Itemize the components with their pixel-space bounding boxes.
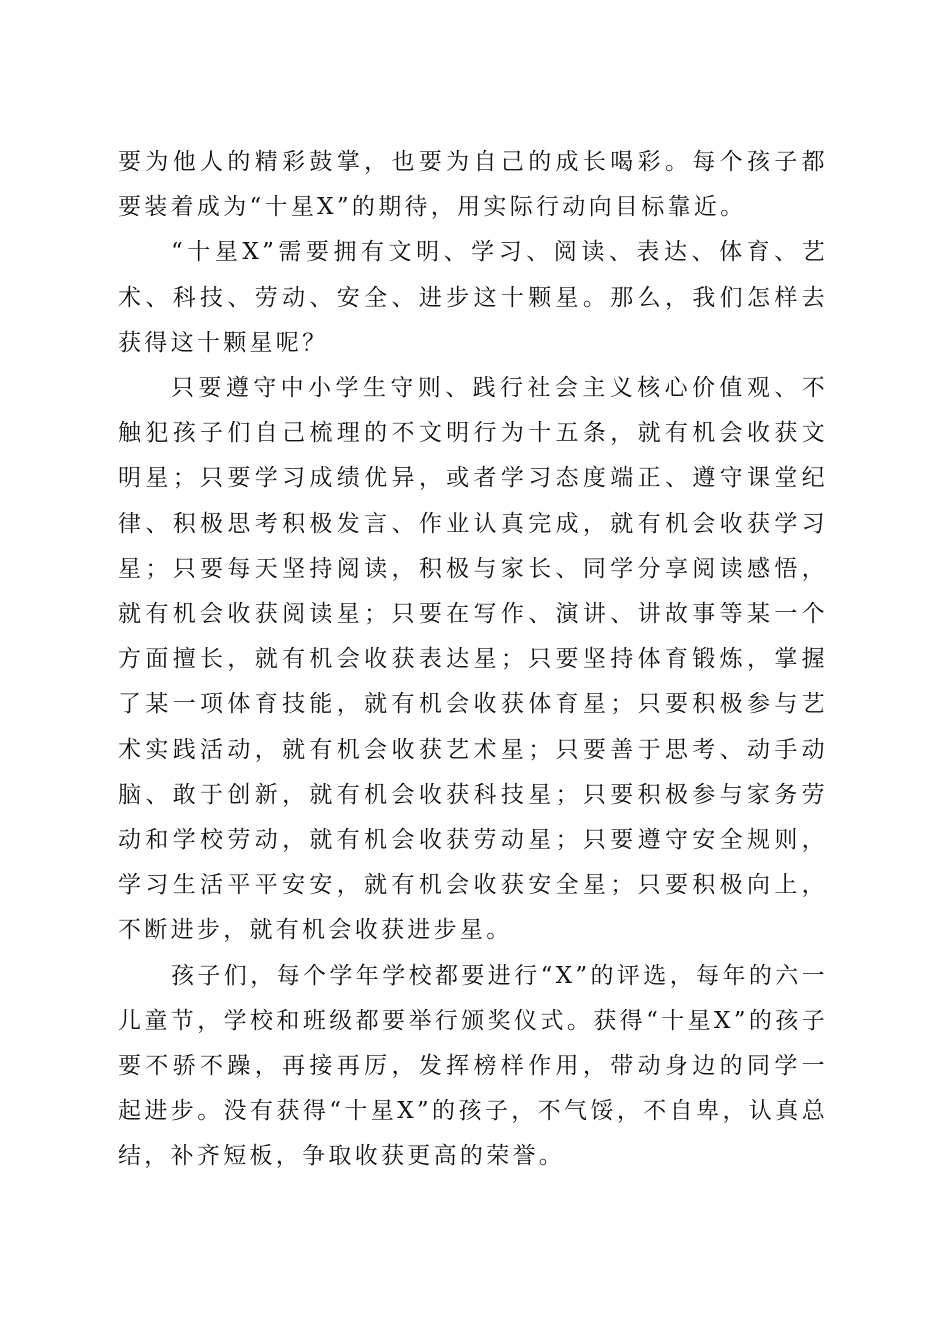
paragraph-intro: 要为他人的精彩鼓掌，也要为自己的成长喝彩。每个孩子都要装着成为“十星X”的期待，用实际行动向目标靠近。 — [118, 149, 828, 221]
document-body — [118, 140, 828, 1180]
paragraph-award-ceremony: 孩子们，每个学年学校都要进行“X”的评选，每年的六一儿童节，学校和班级都要举行颁奖仪式。获得“十星X”的孩子要不骄不躁，再接再厉，发挥榜样作用，带动身边的同学一起进步。没有获得“十星X”的孩子，不气馁，不自卑，认真总结，补齐短板，争取收获更高的荣誉。 — [118, 962, 828, 1170]
paragraph-ten-stars: “十星X”需要拥有文明、学习、阅读、表达、体育、艺术、科技、劳动、安全、进步这十颗星。那么，我们怎样去获得这十颗星呢？ — [118, 239, 828, 356]
paragraph-star-criteria: 只要遵守中小学生守则、践行社会主义核心价值观、不触犯孩子们自己梳理的不文明行为十五条，就有机会收获文明星；只要学习成绩优异，或者学习态度端正、遵守课堂纪律、积极思考积极发言、作业认真完成，就有机会收获学习星；只要每天坚持阅读，积极与家长、同学分享阅读感悟，就有机会收获阅读星；只要在写作、演讲、讲故事等某一个方面擅长，就有机会收获表达星；只要坚持体育锻炼，掌握了某一项体育技能，就有机会收获体育星；只要积极参与艺术实践活动，就有机会收获艺术星；只要善于思考、动手动脑、敢于创新，就有机会收获科技星；只要积极参与家务劳动和学校劳动，就有机会收获劳动星；只要遵守安全规则，学习生活平平安安，就有机会收获安全星；只要积极向上，不断进步，就有机会收获进步星。 — [118, 375, 828, 944]
